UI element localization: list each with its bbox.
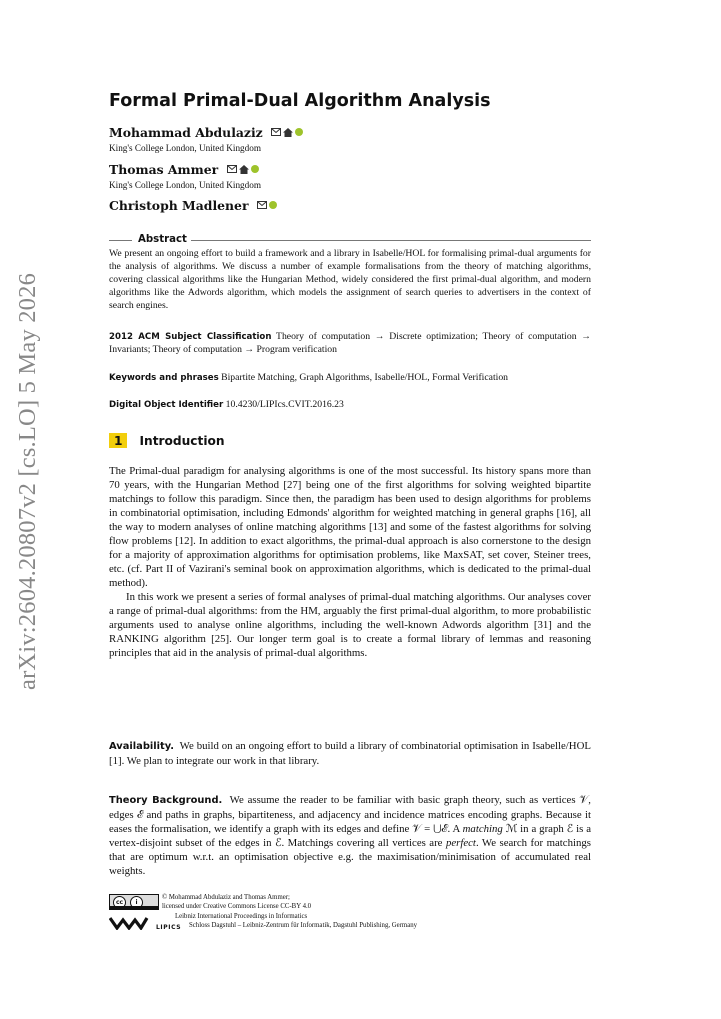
theory-background-label: Theory Background. bbox=[109, 795, 223, 806]
author-affiliation: King's College London, United Kingdom bbox=[109, 180, 261, 190]
rule-right bbox=[191, 240, 591, 241]
cc-by-badge-icon[interactable] bbox=[109, 894, 159, 910]
availability-text: We build on an ongoing effort to build a library of combinatorial optimisation in Isabelle/HOL [1]. We plan to integrate our work in that library. bbox=[109, 740, 591, 767]
license-footer bbox=[109, 894, 591, 934]
author-name: Mohammad Abdulaziz bbox=[109, 125, 263, 140]
author-name: Thomas Ammer bbox=[109, 162, 219, 177]
theory-text-1: We assume the reader to be familiar with basic graph theory, such as vertices 𝒱, edges ℰ and paths in graphs, bipartiteness, and adjacency and incidence matrices encoding graphs. Because it eases the formalisation, we identify a graph with its edges and define 𝒱 = ⋃ℰ. A bbox=[109, 794, 591, 835]
by-icon: i bbox=[130, 896, 143, 909]
theory-background-paragraph bbox=[109, 793, 591, 878]
matching-term: matching bbox=[462, 823, 503, 835]
author-3 bbox=[109, 198, 277, 213]
doi bbox=[109, 399, 591, 412]
doi-label: Digital Object Identifier bbox=[109, 400, 224, 410]
section-title: Introduction bbox=[139, 434, 225, 448]
orcid-icon[interactable] bbox=[251, 165, 259, 173]
introduction-body bbox=[109, 464, 591, 660]
email-icon[interactable] bbox=[257, 201, 267, 209]
section-number: 1 bbox=[109, 433, 127, 448]
home-icon[interactable] bbox=[239, 165, 249, 174]
keywords-label: Keywords and phrases bbox=[109, 373, 219, 383]
orcid-icon[interactable] bbox=[295, 128, 303, 136]
abstract-heading: Abstract bbox=[138, 234, 187, 245]
intro-paragraph-2: In this work we present a series of formal analyses of primal-dual matching algorithms. Our analyses cover a range of primal-dual algorithms: from the HM, arguably the first primal-dual algorithm, to more probabilistic arguments used to analyse online algorithms, including the well-known Adwords algorithm [31] and the RANKING algorithm [25]. Our longer term goal is to create a formal library of lemmas and reasoning principles that aid in the analysis of primal-dual algorithms. bbox=[109, 591, 591, 659]
theory-text-2: ℳ in a graph ℰ is a vertex-disjoint subset of the edges in ℰ. Matchings covering all vertices are bbox=[109, 823, 591, 849]
license-line[interactable]: licensed under Creative Commons License CC-BY 4.0 bbox=[162, 903, 312, 910]
intro-paragraph-1: The Primal-dual paradigm for analysing algorithms is one of the most successful. Its history spans more than 70 years, with the Hungarian Method [27] being one of the first algorithms for solving weighted bipartite matchings to follow this paradigm. Since then, the paradigm has been used to design algorithms for problems in combinatorial optimisation, including Edmonds' algorithm for weighted matching in general graphs [16], all the way to modern analyses of online matching algorithms [13] and some of the fastest algorithms for solving flow problems [12]. In addition to exact algorithms, the primal-dual approach is also cornerstone to the design for a majority of approximation algorithms for optimisation problems, like MaxSAT, set cover, Steiner trees, etc. (cf. Part II of Vazirani's seminal book on approximation algorithms, which is dedicated to the primal-dual method). bbox=[109, 465, 591, 589]
paper-title: Formal Primal-Dual Algorithm Analysis bbox=[109, 91, 491, 111]
lipics-wordmark: LIPICS bbox=[156, 924, 182, 931]
keywords-text: Bipartite Matching, Graph Algorithms, Isabelle/HOL, Formal Verification bbox=[221, 372, 509, 383]
author-1 bbox=[109, 125, 303, 140]
copyright-line: © Mohammad Abdulaziz and Thomas Ammer; bbox=[162, 894, 290, 901]
email-icon[interactable] bbox=[271, 128, 281, 136]
orcid-icon[interactable] bbox=[269, 201, 277, 209]
author-2 bbox=[109, 162, 259, 177]
publisher-line: Schloss Dagstuhl – Leibniz-Zentrum für Informatik, Dagstuhl Publishing, Germany bbox=[189, 922, 418, 929]
author-affiliation: King's College London, United Kingdom bbox=[109, 143, 261, 153]
acm-label: 2012 ACM Subject Classification bbox=[109, 332, 272, 342]
arxiv-identifier: arXiv:2604.20807v2 [cs.LO] 5 May 2026 bbox=[14, 272, 41, 690]
keywords bbox=[109, 372, 591, 385]
lipics-logo-icon bbox=[109, 916, 154, 930]
acm-text: Theory of computation → Discrete optimization; Theory of computation → Invariants; Theory of computation → Program verification bbox=[109, 331, 591, 355]
abstract-text: We present an ongoing effort to build a framework and a library in Isabelle/HOL for formalising primal-dual arguments for the analysis of algorithms. We discuss a number of example formalisations from the theory of matching algorithms, covering classical algorithms like the Hungarian Method, widely considered the first primal-dual algorithm, and modern algorithms like the Adwords algorithm, which models the assignment of search queries to advertisers in the context of search engines. bbox=[109, 248, 591, 311]
proceedings-line: Leibniz International Proceedings in Informatics bbox=[175, 913, 308, 920]
theory-text-3: . We search for matchings that are optimum w.r.t. an optimisation objective e.g. the maximisation/minimisation of accumulated real weights. bbox=[109, 837, 591, 877]
perfect-term: perfect bbox=[445, 837, 476, 849]
availability-paragraph bbox=[109, 739, 591, 768]
home-icon[interactable] bbox=[283, 128, 293, 137]
doi-text[interactable]: 10.4230/LIPIcs.CVIT.2016.23 bbox=[225, 399, 344, 410]
author-name: Christoph Madlener bbox=[109, 198, 249, 213]
acm-classification bbox=[109, 331, 591, 357]
section-heading bbox=[109, 433, 225, 448]
email-icon[interactable] bbox=[227, 165, 237, 173]
cc-icon: cc bbox=[113, 896, 126, 909]
abstract-heading-rule bbox=[109, 235, 591, 245]
availability-label: Availability. bbox=[109, 741, 175, 752]
rule-left bbox=[109, 240, 132, 241]
